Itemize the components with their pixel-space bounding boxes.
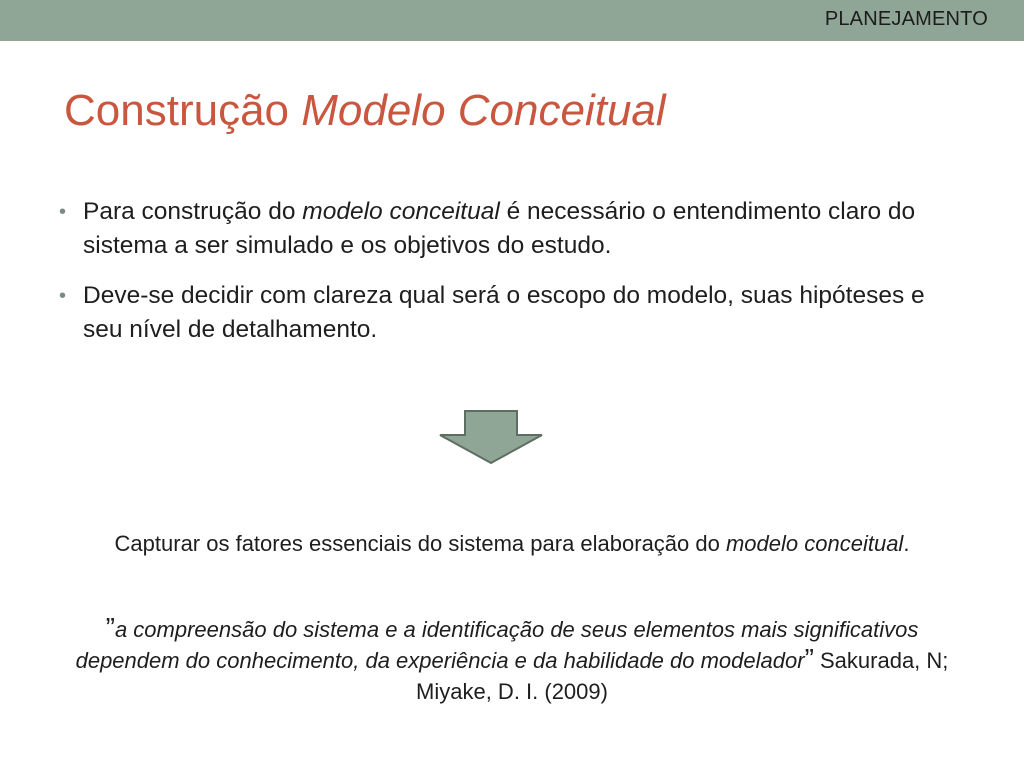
bullet-2-text: Deve-se decidir com clareza qual será o escopo do modelo, suas hipóteses e seu nível de detalhamento. (83, 282, 925, 343)
capture-statement (40, 528, 984, 559)
slide-title (64, 86, 666, 136)
capture-text-after: . (903, 531, 910, 556)
capture-text-before: Capturar os fatores essenciais do sistema para elaboração do (114, 531, 726, 556)
down-arrow-shape (440, 411, 542, 463)
slide-title-italic: Modelo Conceitual (301, 86, 666, 135)
quote-block (70, 614, 954, 707)
bullet-list (57, 195, 957, 363)
slide-title-plain: Construção (64, 86, 302, 135)
bullet-item-2 (57, 279, 957, 347)
header-bar (0, 0, 1024, 41)
capture-text-italic: modelo conceitual (725, 531, 904, 556)
bullet-dot: • (59, 285, 67, 307)
bullet-1-text-after: é necessário o entendimento claro do sistema a ser simulado e os objetivos do estudo. (83, 198, 916, 259)
bullet-dot: • (59, 201, 67, 223)
quote-close-mark: ” (804, 643, 814, 674)
bullet-item-1 (57, 195, 957, 263)
section-label: PLANEJAMENTO (824, 8, 988, 30)
bullet-1-text-before: Para construção do (83, 198, 303, 225)
down-arrow-icon (438, 409, 544, 465)
quote-open-mark: ” (105, 612, 115, 643)
quote-citation: Sakurada, N; Miyake, D. I. (2009) (416, 648, 949, 704)
bullet-1-text-italic: modelo conceitual (302, 198, 500, 225)
quote-text: a compreensão do sistema e a identificação de seus elementos mais significativos dependem do conhecimento, da experiência e da habilidade do modelador (75, 617, 919, 673)
